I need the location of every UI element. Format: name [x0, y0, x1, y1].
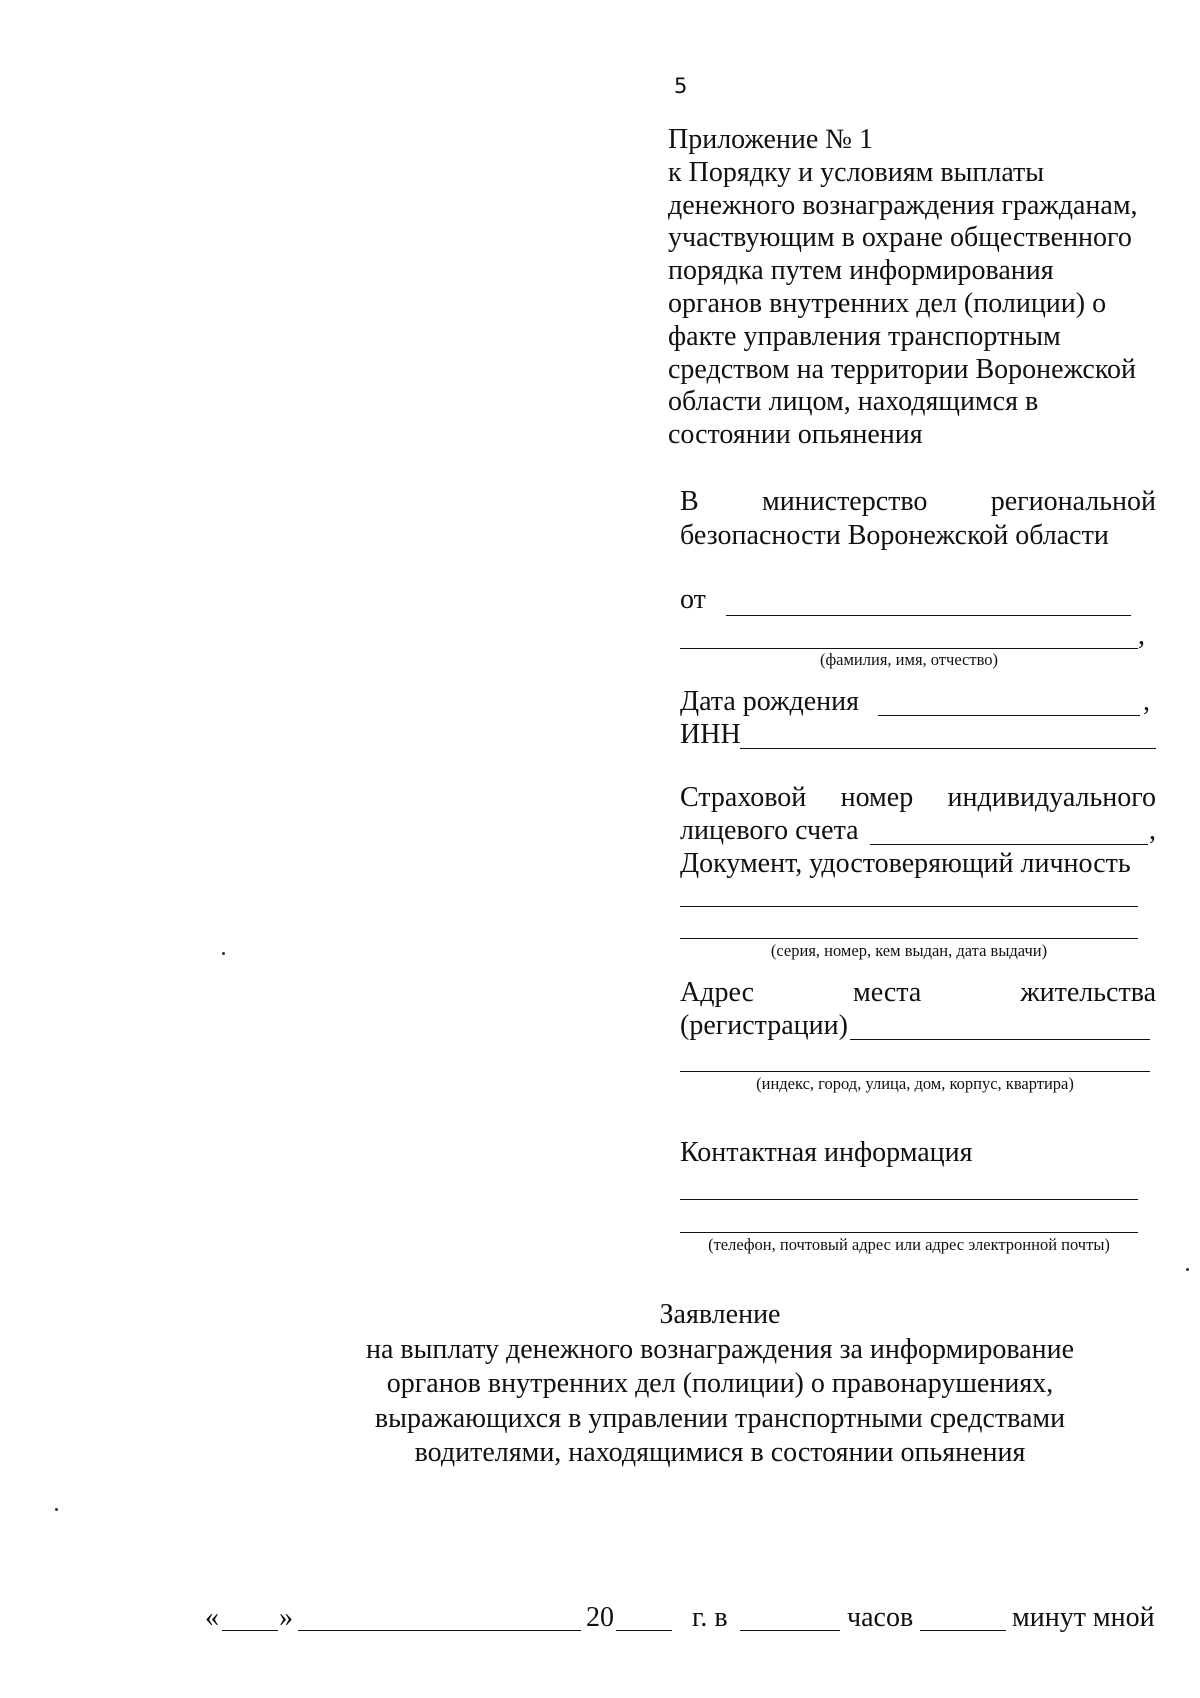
from-label: от — [680, 584, 706, 615]
birth-date-label: Дата рождения — [680, 686, 859, 717]
snils-comma: , — [1149, 815, 1156, 846]
address-word: Адрес — [680, 977, 755, 1008]
address-line-1 — [680, 976, 1156, 1010]
time-minutes-field[interactable] — [920, 1630, 1006, 1631]
address-label: (регистрации) — [680, 1010, 848, 1041]
appendix-line: органов внутренних дел (полиции) о — [668, 287, 1107, 319]
address-caption: (индекс, город, улица, дом, корпус, квартира) — [756, 1074, 1074, 1093]
scan-speck — [222, 952, 225, 955]
address-field-1[interactable] — [850, 1039, 1150, 1040]
appendix-line: средством на территории Воронежской — [668, 353, 1137, 385]
identity-document-caption: (серия, номер, кем выдан, дата выдачи) — [770, 941, 1048, 960]
addressee-line-2: безопасности Воронежской области — [680, 520, 1109, 551]
snils-word: индивидуального — [947, 782, 1156, 813]
appendix-line: порядка путем информирования — [668, 255, 1054, 287]
contact-field-1[interactable] — [680, 1199, 1138, 1200]
appendix-line: факте управления транспортным — [668, 320, 1061, 352]
identity-document-field-1[interactable] — [680, 906, 1138, 907]
from-caption: (фамилия, имя, отчество) — [819, 650, 999, 669]
date-day-field[interactable] — [222, 1630, 278, 1631]
date-year-suffix: г. в — [692, 1602, 728, 1633]
time-minutes-label: минут мной — [1012, 1602, 1155, 1633]
statement-heading: Заявление — [659, 1299, 781, 1330]
birth-date-comma: , — [1143, 686, 1150, 717]
date-year-prefix: 20 — [586, 1602, 614, 1633]
statement-line: на выплату денежного вознаграждения за информирование — [365, 1333, 1074, 1365]
inn-field[interactable] — [740, 748, 1156, 749]
addressee-line-1 — [680, 485, 1156, 519]
statement-line: водителями, находящимися в состоянии опьянения — [414, 1437, 1026, 1468]
appendix-line: денежного вознаграждения гражданам, — [668, 189, 1138, 221]
snils-label: лицевого счета — [680, 815, 859, 846]
time-hours-label: часов — [847, 1602, 914, 1633]
from-name-field-2[interactable] — [680, 648, 1138, 649]
date-close-quote: » — [279, 1602, 293, 1633]
address-field-2[interactable] — [680, 1071, 1150, 1072]
appendix-line: к Порядку и условиям выплаты — [668, 156, 1045, 188]
statement-title — [280, 1298, 1160, 1471]
date-month-field[interactable] — [298, 1630, 581, 1631]
date-year-field[interactable] — [616, 1630, 672, 1631]
birth-date-field[interactable] — [878, 715, 1140, 716]
from-comma: , — [1138, 620, 1145, 651]
identity-document-field-2[interactable] — [680, 938, 1138, 939]
scan-speck — [55, 1508, 58, 1511]
page-number: 5 — [674, 74, 688, 98]
scan-speck — [1186, 1268, 1189, 1271]
statement-line: выражающихся в управлении транспортными средствами — [374, 1402, 1066, 1434]
inn-label: ИНН — [680, 719, 741, 750]
identity-document-label: Документ, удостоверяющий личность — [680, 848, 1131, 879]
time-hours-field[interactable] — [740, 1630, 840, 1631]
contact-label: Контактная информация — [680, 1137, 973, 1168]
addressee-word: В — [680, 486, 699, 517]
statement-line: органов внутренних дел (полиции) о правонарушениях, — [386, 1368, 1054, 1399]
addressee-word: региональной — [990, 486, 1156, 517]
snils-line-1 — [680, 781, 1156, 815]
address-word: жительства — [1020, 977, 1156, 1008]
snils-field[interactable] — [870, 844, 1148, 845]
date-open-quote: « — [205, 1602, 219, 1633]
snils-word: Страховой — [680, 782, 807, 813]
contact-caption: (телефон, почтовый адрес или адрес электронной почты) — [708, 1235, 1110, 1254]
address-word: места — [853, 977, 922, 1008]
from-name-field-1[interactable] — [726, 615, 1131, 616]
contact-field-2[interactable] — [680, 1232, 1138, 1233]
appendix-line: участвующим в охране общественного — [668, 222, 1132, 254]
appendix-line: области лицом, находящимся в — [668, 386, 1039, 418]
appendix-title: Приложение № 1 — [668, 124, 873, 155]
appendix-line: состоянии опьянения — [668, 419, 923, 451]
snils-word: номер — [840, 782, 914, 813]
appendix-header — [668, 124, 1168, 452]
addressee-word: министерство — [761, 486, 928, 517]
